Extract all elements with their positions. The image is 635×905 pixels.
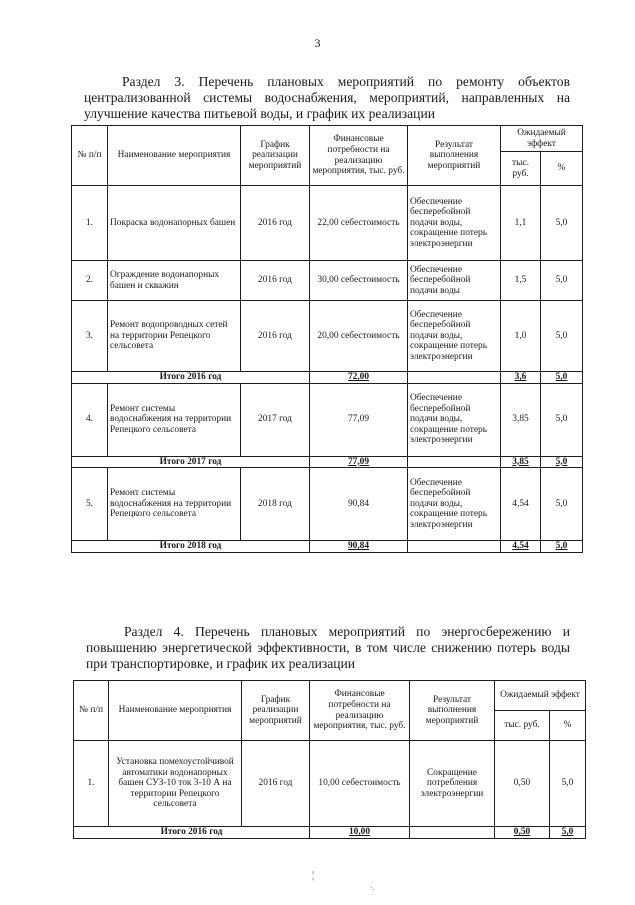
total-label: Итого 2018 год	[72, 541, 310, 553]
header-schedule: График реализации мероприятий	[241, 126, 310, 186]
total-finance: 90,84	[310, 541, 408, 553]
row-effect-percent: 5,0	[550, 741, 586, 827]
row-effect-thousand: 1,1	[501, 186, 541, 261]
total-result-empty	[408, 372, 501, 384]
table-row	[74, 741, 586, 827]
section-3-heading-line-3: улучшение качества питьевой воды, и график их реализации	[84, 106, 436, 121]
row-effect-thousand: 0,50	[495, 741, 550, 827]
header-result: Результат выполнения мероприятий	[408, 126, 501, 186]
row-effect-percent: 5,0	[541, 468, 583, 541]
row-finance: 10,00 себестоимость	[310, 741, 410, 827]
total-effect-percent: 5,0	[541, 372, 583, 384]
section-3-table	[71, 125, 583, 553]
header-effect: Ожидаемый эффект	[501, 126, 583, 152]
total-effect-thousand: 3,6	[501, 372, 541, 384]
table-row	[72, 186, 583, 261]
header-finance: Финансовые потребности на реализацию мероприятия, тыс. руб.	[310, 126, 408, 186]
header-num: № п/п	[74, 681, 109, 741]
row-effect-thousand: 1,0	[501, 301, 541, 372]
section-4-heading-line-2: повышению энергетической эффективности, в том числе снижению потерь воды	[86, 640, 570, 655]
total-result-empty	[408, 456, 501, 468]
section-4-table	[73, 680, 586, 839]
row-finance: 30,00 себестоимость	[310, 261, 408, 301]
section-4-heading-line-1: Раздел 4. Перечень плановых мероприятий по энергосбережению и	[124, 624, 570, 639]
row-result: Обеспечение бесперебойной подачи воды	[408, 261, 501, 301]
row-result: Обеспечение бесперебойной подачи воды, сокращение потерь электроэнергии	[408, 301, 501, 372]
row-name: Ремонт системы водоснабжения на территории Репецкого сельсовета	[108, 383, 241, 456]
total-finance: 77,09	[310, 456, 408, 468]
total-label: Итого 2016 год	[72, 372, 310, 384]
section-3-heading-line-1: Раздел 3. Перечень плановых мероприятий по ремонту объектов	[122, 74, 570, 89]
row-num: 2.	[72, 261, 108, 301]
total-effect-thousand: 3,85	[501, 456, 541, 468]
row-num: 4.	[72, 383, 108, 456]
row-year: 2018 год	[241, 468, 310, 541]
total-effect-thousand: 4,54	[501, 541, 541, 553]
row-num: 1.	[72, 186, 108, 261]
row-year: 2016 год	[242, 741, 310, 827]
total-result-empty	[408, 541, 501, 553]
header-effect-percent: %	[541, 152, 583, 186]
row-name: Покраска водонапорных башен	[108, 186, 241, 261]
row-year: 2016 год	[241, 301, 310, 372]
row-year: 2016 год	[241, 186, 310, 261]
scan-mark: ¦	[312, 870, 315, 881]
total-finance: 10,00	[310, 827, 410, 839]
section-3-heading-line-2: централизованной системы водоснабжения, мероприятий, направленных на	[84, 90, 570, 105]
header-effect: Ожидаемый эффект	[495, 681, 586, 711]
row-finance: 20,00 себестоимость	[310, 301, 408, 372]
header-schedule: График реализации мероприятий	[242, 681, 310, 741]
page-number: 3	[314, 36, 321, 50]
row-name: Ремонт системы водоснабжения на территории Репецкого сельсовета	[108, 468, 241, 541]
row-name: Установка помехоустойчивой автоматики водонапорных башен СУЗ-10 ток 3-10 А на территории Репецкого сельсовета	[109, 741, 242, 827]
header-effect-thousand: тыс. руб.	[495, 711, 550, 741]
row-effect-percent: 5,0	[541, 301, 583, 372]
total-label: Итого 2017 год	[72, 456, 310, 468]
row-year: 2017 год	[241, 383, 310, 456]
row-result: Обеспечение бесперебойной подачи воды, сокращение потерь электроэнергии	[408, 186, 501, 261]
table-row	[72, 261, 583, 301]
row-finance: 22,00 себестоимость	[310, 186, 408, 261]
section-4-heading	[86, 624, 570, 672]
row-result: Сокращение потребления электроэнергии	[410, 741, 495, 827]
total-effect-percent: 5,0	[541, 456, 583, 468]
header-num: № п/п	[72, 126, 108, 186]
total-effect-percent: 5,0	[550, 827, 586, 839]
section-3-heading	[84, 74, 570, 122]
row-effect-percent: 5,0	[541, 261, 583, 301]
row-finance: 90,84	[310, 468, 408, 541]
header-finance: Финансовые потребности на реализацию мероприятия, тыс. руб.	[310, 681, 410, 741]
total-row	[72, 456, 583, 468]
row-name: Ограждение водонапорных башен и скважин	[108, 261, 241, 301]
total-row	[74, 827, 586, 839]
total-effect-percent: 5,0	[541, 541, 583, 553]
header-result: Результат выполнения мероприятий	[410, 681, 495, 741]
row-finance: 77,09	[310, 383, 408, 456]
row-effect-thousand: 3,85	[501, 383, 541, 456]
table-row	[72, 468, 583, 541]
row-effect-thousand: 1,5	[501, 261, 541, 301]
table-row	[72, 301, 583, 372]
row-num: 1.	[74, 741, 109, 827]
scan-mark: ·.	[370, 884, 375, 892]
row-name: Ремонт водопроводных сетей на территории Репецкого сельсовета	[108, 301, 241, 372]
row-year: 2016 год	[241, 261, 310, 301]
row-num: 5.	[72, 468, 108, 541]
row-result: Обеспечение бесперебойной подачи воды, сокращение потерь электроэнергии	[408, 383, 501, 456]
table-row	[72, 383, 583, 456]
total-effect-thousand: 0,50	[495, 827, 550, 839]
total-label: Итого 2016 год	[74, 827, 310, 839]
section-4-heading-line-3: при транспортировке, и график их реализации	[86, 656, 356, 671]
row-effect-thousand: 4,54	[501, 468, 541, 541]
header-name: Наименование мероприятия	[108, 126, 241, 186]
header-name: Наименование мероприятия	[109, 681, 242, 741]
total-row	[72, 372, 583, 384]
total-row	[72, 541, 583, 553]
total-result-empty	[410, 827, 495, 839]
total-finance: 72,00	[310, 372, 408, 384]
row-result: Обеспечение бесперебойной подачи воды, сокращение потерь электроэнергии	[408, 468, 501, 541]
header-effect-percent: %	[550, 711, 586, 741]
row-effect-percent: 5,0	[541, 383, 583, 456]
row-effect-percent: 5,0	[541, 186, 583, 261]
row-num: 3.	[72, 301, 108, 372]
header-effect-thousand: тыс. руб.	[501, 152, 541, 186]
